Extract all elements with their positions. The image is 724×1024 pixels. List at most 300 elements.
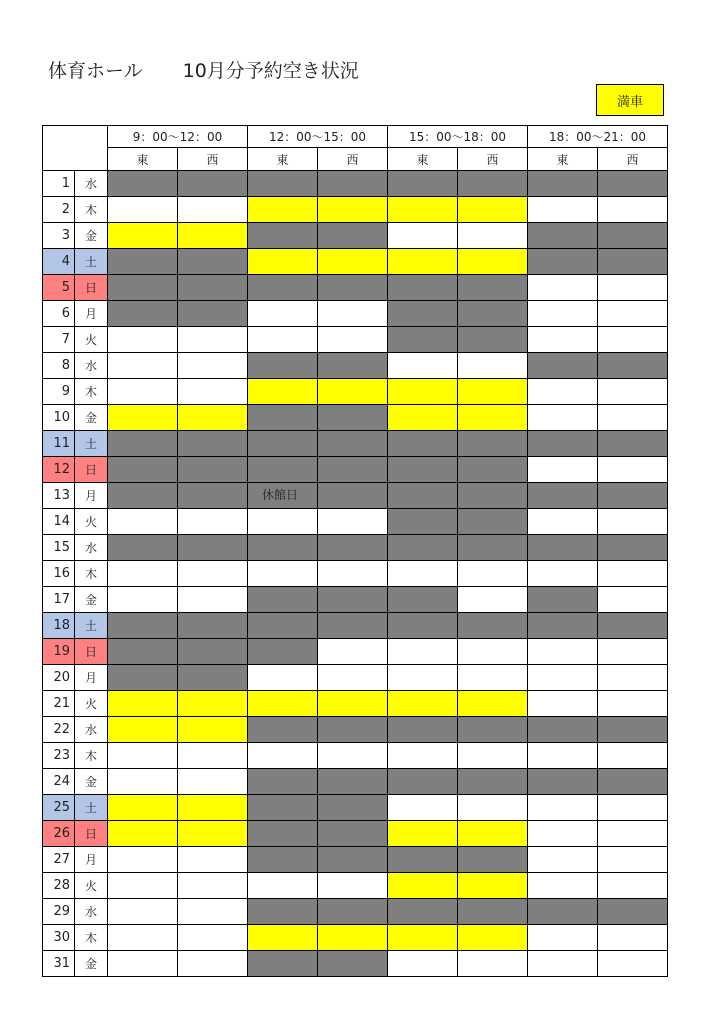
slot-cell-east [248,717,318,743]
slot-cell-west [318,171,388,197]
day-number: 3 [43,223,75,249]
slot-cell-east [388,821,458,847]
slot-cell-east [388,327,458,353]
day-row [43,431,668,457]
slot-cell-west [598,301,668,327]
slot-cell-east [248,743,318,769]
day-number: 4 [43,249,75,275]
slot-cell-east [108,743,178,769]
slot-cell-east [248,795,318,821]
time-slot-header: 9：00～12：00 [108,126,248,148]
slot-cell-east [528,223,598,249]
slot-cell-west [598,483,668,509]
day-weekday: 月 [75,665,108,691]
side-header-east: 東 [528,148,598,171]
slot-cell-west [598,873,668,899]
day-number: 7 [43,327,75,353]
day-number: 9 [43,379,75,405]
day-weekday: 月 [75,301,108,327]
day-weekday: 木 [75,925,108,951]
slot-cell-west [178,925,248,951]
slot-cell-west [318,509,388,535]
day-number: 21 [43,691,75,717]
slot-cell-west [458,197,528,223]
day-number: 1 [43,171,75,197]
side-header-west: 西 [178,148,248,171]
day-number: 22 [43,717,75,743]
time-slot-header: 15：00～18：00 [388,126,528,148]
slot-cell-east [528,795,598,821]
slot-cell-east [108,249,178,275]
slot-cell-west [178,743,248,769]
slot-cell-east [108,899,178,925]
slot-cell-east [388,899,458,925]
day-weekday: 水 [75,171,108,197]
slot-cell-east [388,301,458,327]
slot-cell-west [598,951,668,977]
slot-cell-east [108,275,178,301]
day-row [43,639,668,665]
slot-cell-east [528,535,598,561]
day-weekday: 金 [75,223,108,249]
slot-cell-west [458,795,528,821]
slot-cell-east [108,873,178,899]
slot-cell-west [598,613,668,639]
day-row [43,327,668,353]
slot-cell-west [178,535,248,561]
slot-cell-west [178,769,248,795]
slot-cell-east [248,535,318,561]
day-row [43,925,668,951]
slot-cell-east [108,847,178,873]
slot-cell-west [458,327,528,353]
day-number: 5 [43,275,75,301]
slot-cell-east [108,327,178,353]
slot-cell-east [388,587,458,613]
slot-cell-west [458,301,528,327]
slot-cell-west [318,691,388,717]
slot-cell-west [458,405,528,431]
slot-cell-west [318,249,388,275]
slot-cell-west [318,821,388,847]
day-weekday: 水 [75,535,108,561]
slot-cell-east [388,483,458,509]
slot-cell-east [388,717,458,743]
slot-cell-east [248,951,318,977]
slot-cell-west [318,925,388,951]
slot-cell-west [318,275,388,301]
day-row [43,535,668,561]
day-number: 13 [43,483,75,509]
slot-cell-west [458,379,528,405]
day-weekday: 火 [75,327,108,353]
slot-cell-east [248,847,318,873]
slot-cell-east [528,639,598,665]
day-weekday: 水 [75,899,108,925]
availability-table [42,125,668,977]
slot-cell-east [388,223,458,249]
day-weekday: 日 [75,457,108,483]
day-row [43,249,668,275]
slot-cell-east [388,951,458,977]
slot-cell-east [248,561,318,587]
slot-cell-west [318,639,388,665]
slot-cell-east [388,275,458,301]
day-number: 12 [43,457,75,483]
slot-cell-west [318,301,388,327]
slot-cell-west [178,587,248,613]
slot-cell-east [108,431,178,457]
slot-cell-east [248,197,318,223]
slot-cell-west [318,769,388,795]
slot-cell-east [528,873,598,899]
slot-cell-west [178,197,248,223]
slot-cell-east [528,405,598,431]
slot-cell-west [318,431,388,457]
day-weekday: 木 [75,743,108,769]
slot-cell-west [598,197,668,223]
slot-cell-east [248,223,318,249]
slot-cell-west [178,353,248,379]
slot-cell-east [528,171,598,197]
day-number: 31 [43,951,75,977]
side-header-row [43,148,668,171]
side-header-west: 西 [598,148,668,171]
slot-cell-east [108,509,178,535]
slot-cell-east [388,535,458,561]
slot-cell-east [108,379,178,405]
day-number: 17 [43,587,75,613]
slot-cell-east [248,821,318,847]
side-header-west: 西 [458,148,528,171]
day-weekday: 月 [75,483,108,509]
day-number: 28 [43,873,75,899]
slot-cell-west [178,795,248,821]
slot-cell-east [248,379,318,405]
slot-cell-east [248,769,318,795]
slot-cell-east [528,821,598,847]
slot-cell-east [528,483,598,509]
legend-full-label: 満車 [616,94,643,110]
slot-cell-west [178,873,248,899]
slot-cell-east [108,691,178,717]
slot-cell-west [598,223,668,249]
day-weekday: 金 [75,951,108,977]
slot-cell-west [598,899,668,925]
slot-cell-east [108,197,178,223]
day-weekday: 金 [75,405,108,431]
day-weekday: 水 [75,717,108,743]
slot-cell-west [178,171,248,197]
slot-cell-east [108,717,178,743]
slot-cell-west [598,275,668,301]
slot-cell-west [318,873,388,899]
slot-cell-east [388,171,458,197]
slot-cell-west [458,665,528,691]
slot-cell-east [388,431,458,457]
slot-cell-west [458,353,528,379]
slot-cell-east [528,951,598,977]
slot-cell-east [528,301,598,327]
day-number: 8 [43,353,75,379]
day-row [43,457,668,483]
slot-cell-west [598,405,668,431]
slot-cell-east [528,197,598,223]
slot-cell-east [248,873,318,899]
slot-cell-west [178,379,248,405]
day-number: 16 [43,561,75,587]
day-weekday: 木 [75,561,108,587]
slot-cell-east [248,665,318,691]
slot-cell-west [598,821,668,847]
slot-cell-west [178,821,248,847]
time-slot-header: 12：00～15：00 [248,126,388,148]
slot-cell-east [528,743,598,769]
day-rows [43,171,668,977]
day-weekday: 土 [75,795,108,821]
slot-cell-east [528,665,598,691]
slot-cell-west [178,483,248,509]
day-row [43,483,668,509]
slot-cell-east [248,613,318,639]
slot-cell-west [458,509,528,535]
day-row [43,899,668,925]
slot-cell-east [108,483,178,509]
slot-cell-east [108,535,178,561]
slot-cell-west [318,743,388,769]
slot-cell-west [318,561,388,587]
day-row [43,405,668,431]
day-weekday: 水 [75,353,108,379]
slot-cell-west [318,847,388,873]
slot-cell-east [388,379,458,405]
day-number: 26 [43,821,75,847]
slot-cell-east [248,587,318,613]
slot-cell-west [598,509,668,535]
slot-cell-west [178,639,248,665]
slot-cell-east [108,951,178,977]
time-slot-header: 18：00～21：00 [528,126,668,148]
slot-cell-east [528,249,598,275]
slot-cell-west [458,717,528,743]
day-weekday: 月 [75,847,108,873]
side-header-east: 東 [108,148,178,171]
slot-cell-east [388,509,458,535]
slot-cell-west [458,275,528,301]
day-number: 27 [43,847,75,873]
slot-cell-east [388,795,458,821]
day-row [43,613,668,639]
slot-cell-east [108,587,178,613]
slot-cell-east [248,899,318,925]
day-row [43,587,668,613]
day-weekday: 土 [75,249,108,275]
side-header-west: 西 [318,148,388,171]
slot-cell-west [458,171,528,197]
slot-cell-east [528,379,598,405]
slot-cell-east [388,691,458,717]
slot-cell-east [248,353,318,379]
slot-cell-east [528,587,598,613]
slot-cell-east [248,509,318,535]
slot-cell-west [318,899,388,925]
day-weekday: 土 [75,431,108,457]
slot-cell-east [248,405,318,431]
slot-cell-west [458,457,528,483]
month-status-title: 10月分予約空き状況 [182,60,359,82]
day-row [43,769,668,795]
slot-cell-west [598,717,668,743]
slot-cell-west [598,769,668,795]
slot-cell-east [388,639,458,665]
day-row [43,171,668,197]
slot-cell-east [108,795,178,821]
slot-cell-west [318,483,388,509]
slot-cell-west [178,613,248,639]
day-row [43,223,668,249]
slot-cell-east [388,847,458,873]
slot-cell-west [178,301,248,327]
day-row [43,847,668,873]
day-row [43,275,668,301]
slot-cell-west [318,795,388,821]
slot-cell-east [248,431,318,457]
day-weekday: 木 [75,379,108,405]
day-number: 11 [43,431,75,457]
slot-cell-east [528,509,598,535]
day-weekday: 金 [75,769,108,795]
slot-cell-east [388,769,458,795]
slot-cell-east [108,171,178,197]
slot-cell-east [388,405,458,431]
day-row [43,795,668,821]
slot-cell-west [318,535,388,561]
slot-cell-east [388,249,458,275]
day-row [43,873,668,899]
slot-cell-east [388,743,458,769]
slot-cell-west [598,535,668,561]
slot-cell-east [108,301,178,327]
slot-cell-east [108,457,178,483]
slot-cell-east [528,613,598,639]
day-row [43,743,668,769]
slot-cell-east [528,275,598,301]
slot-cell-east [528,769,598,795]
day-number: 25 [43,795,75,821]
day-weekday: 日 [75,821,108,847]
slot-cell-east [248,275,318,301]
slot-cell-west [598,743,668,769]
day-number: 14 [43,509,75,535]
slot-cell-west [178,431,248,457]
slot-cell-east [108,613,178,639]
slot-cell-west [458,249,528,275]
slot-cell-west [458,535,528,561]
slot-cell-west [458,899,528,925]
slot-cell-east [528,353,598,379]
slot-cell-east [528,899,598,925]
slot-cell-west [178,275,248,301]
day-row [43,691,668,717]
facility-name: 体育ホール [48,60,143,82]
slot-cell-east [388,613,458,639]
slot-cell-west [458,769,528,795]
day-number: 19 [43,639,75,665]
day-number: 24 [43,769,75,795]
slot-cell-east [528,457,598,483]
closed-day-note: 休館日 [262,488,299,502]
slot-cell-east [248,457,318,483]
slot-cell-east [108,665,178,691]
slot-cell-west [178,899,248,925]
day-number: 15 [43,535,75,561]
slot-cell-west [598,639,668,665]
slot-cell-west [178,847,248,873]
slot-cell-east [248,925,318,951]
slot-cell-east [108,223,178,249]
slot-cell-west [458,613,528,639]
slot-cell-west [458,431,528,457]
slot-cell-west [598,847,668,873]
slot-cell-west [598,353,668,379]
day-weekday: 火 [75,873,108,899]
slot-cell-west [178,327,248,353]
day-row [43,301,668,327]
day-number: 23 [43,743,75,769]
slot-cell-west [178,249,248,275]
day-number: 29 [43,899,75,925]
slot-cell-west [178,509,248,535]
slot-cell-east [108,405,178,431]
slot-cell-west [178,951,248,977]
slot-cell-west [458,925,528,951]
day-row [43,561,668,587]
slot-cell-east [108,561,178,587]
slot-cell-east [528,431,598,457]
slot-cell-west [598,691,668,717]
day-number: 10 [43,405,75,431]
slot-cell-east [388,925,458,951]
day-weekday: 火 [75,509,108,535]
corner-header [43,126,108,171]
slot-cell-west [458,587,528,613]
slot-cell-west [598,795,668,821]
slot-cell-east [388,561,458,587]
day-number: 30 [43,925,75,951]
slot-cell-west [598,171,668,197]
day-row [43,821,668,847]
slot-cell-east [388,873,458,899]
slot-cell-west [318,353,388,379]
slot-cell-west [318,587,388,613]
slot-cell-east [528,847,598,873]
day-row [43,379,668,405]
slot-cell-west [318,405,388,431]
slot-cell-west [458,691,528,717]
slot-cell-east [248,691,318,717]
day-row [43,717,668,743]
slot-cell-west [458,561,528,587]
slot-cell-west [178,223,248,249]
day-row [43,353,668,379]
slot-cell-west [458,821,528,847]
day-weekday: 日 [75,275,108,301]
slot-cell-west [598,327,668,353]
slot-cell-west [318,379,388,405]
slot-cell-east [388,457,458,483]
slot-cell-west [598,431,668,457]
slot-cell-west [598,925,668,951]
